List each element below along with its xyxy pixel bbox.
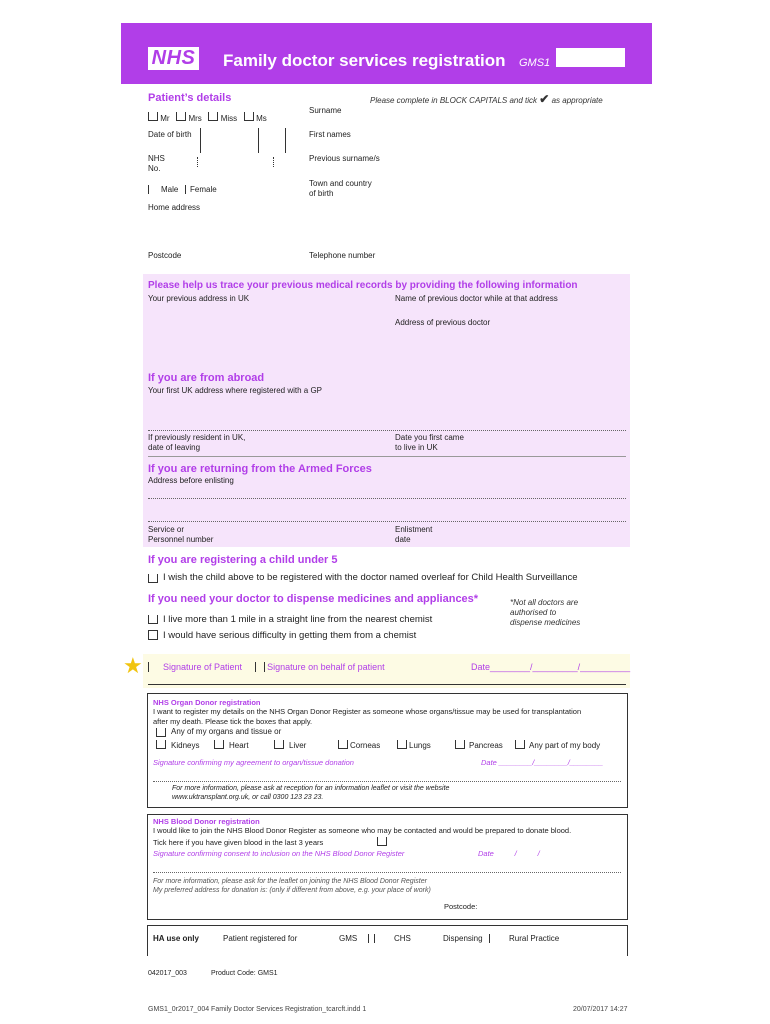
blood-line xyxy=(153,872,621,873)
blood-info-text: For more information, please ask for the leaflet on joining the NHS Blood Donor Register My preferred address for donation is: (only if different from above, e.g. your place of work) xyxy=(153,878,431,894)
previous-address-label: Your previous address in UK xyxy=(148,294,250,303)
service-number-label: Service or Personnel number xyxy=(148,525,214,544)
tick-icon: ✔ xyxy=(539,92,550,106)
nhs-number-label: NHS No. xyxy=(148,154,165,173)
signature-row xyxy=(148,661,385,673)
child-surveillance-label: I wish the child above to be registered with the doctor named overleaf for Child Health Surveillance xyxy=(163,572,578,583)
enlisting-address-line[interactable] xyxy=(148,498,626,499)
behalf-signature-field[interactable]: Signature on behalf of patient xyxy=(267,662,385,672)
block-capitals-instruction: Please complete in BLOCK CAPITALS and tick ✔ as appropriate xyxy=(370,92,603,106)
address-before-enlisting-label: Address before enlisting xyxy=(148,476,234,485)
enlisting-address-line[interactable] xyxy=(148,521,626,522)
abroad-heading: If you are from abroad xyxy=(148,372,265,384)
corneas-checkbox[interactable] xyxy=(338,740,348,749)
male-checkbox[interactable]: Male xyxy=(148,185,178,194)
nhs-number-field[interactable] xyxy=(197,157,274,167)
registered-for-label: Patient registered for xyxy=(223,934,298,943)
organ-date-field[interactable]: Date ________/________/________ xyxy=(481,758,604,767)
heart-checkbox[interactable] xyxy=(214,740,224,749)
difficulty-chemist-checkbox[interactable] xyxy=(148,630,158,640)
blood-date-field[interactable]: Date / / xyxy=(478,849,540,858)
footer-ref: 042017_003 xyxy=(148,970,187,977)
first-uk-address-label: Your first UK address where registered with a GP xyxy=(148,386,323,395)
given-blood-label: Tick here if you have given blood in the last 3 years xyxy=(153,838,324,847)
difficulty-chemist-label: I would have serious difficulty in getting them from a chemist xyxy=(163,630,417,641)
title-ms-checkbox[interactable] xyxy=(244,112,254,121)
liver-label: Liver xyxy=(289,741,307,750)
abroad-address-line[interactable] xyxy=(148,430,626,431)
date-of-leaving-label: If previously resident in UK, date of leaving xyxy=(148,433,246,452)
title-miss-checkbox[interactable] xyxy=(208,112,218,121)
previous-doctor-address-label: Address of previous doctor xyxy=(395,318,491,327)
signature-date-field[interactable]: Date________/_________/__________ xyxy=(471,662,631,672)
form-title: Family doctor services registration xyxy=(223,51,506,70)
child-heading: If you are registering a child under 5 xyxy=(148,554,338,566)
home-address-label: Home address xyxy=(148,203,201,212)
previous-surnames-label: Previous surname/s xyxy=(309,154,380,163)
child-surveillance-checkbox[interactable] xyxy=(148,574,158,583)
sex-options xyxy=(148,185,217,195)
footer-datetime: 20/07/2017 14:27 xyxy=(573,1006,628,1013)
footer-file-name: GMS1_0r2017_004 Family Doctor Services Registration_tcarcft.indd 1 xyxy=(148,1006,367,1013)
forces-heading: If you are returning from the Armed Forces xyxy=(148,463,372,475)
ha-use-label: HA use only xyxy=(153,934,199,943)
lungs-label: Lungs xyxy=(409,741,431,750)
blood-donor-text: I would like to join the NHS Blood Donor Register as someone who may be contacted and would be prepared to donate blood. xyxy=(153,826,572,835)
telephone-label: Telephone number xyxy=(309,251,376,260)
blood-signature-field[interactable]: Signature confirming consent to inclusion on the NHS Blood Donor Register xyxy=(153,849,405,858)
patient-details-heading: Patient’s details xyxy=(148,92,232,104)
title-options: Mr Mrs Miss Ms xyxy=(148,112,267,124)
divider xyxy=(148,456,626,457)
lungs-checkbox[interactable] xyxy=(397,740,407,749)
nhs-logo: NHS xyxy=(148,47,199,70)
organ-donor-text: I want to register my details on the NHS Organ Donor Register as someone whose organs/tissue may be used for transplantation after my death. Please tick the boxes that apply. xyxy=(153,707,582,726)
form-code: GMS1 xyxy=(519,57,551,69)
chs-option[interactable]: CHS xyxy=(394,934,411,943)
pancreas-label: Pancreas xyxy=(469,741,503,750)
liver-checkbox[interactable] xyxy=(274,740,284,749)
heart-label: Heart xyxy=(229,741,249,750)
surname-label: Surname xyxy=(309,106,342,115)
female-checkbox[interactable]: Female xyxy=(185,185,217,194)
organ-info-text: For more information, please ask at reception for an information leaflet or visit the website www.uktransplant.org.uk, or call 0300 123 23 23. xyxy=(172,785,450,801)
pancreas-checkbox[interactable] xyxy=(455,740,465,749)
organ-line xyxy=(153,781,621,782)
title-mr-checkbox[interactable] xyxy=(148,112,158,121)
mile-from-chemist-label: I live more than 1 mile in a straight line from the nearest chemist xyxy=(163,614,433,625)
mile-from-chemist-checkbox[interactable] xyxy=(148,615,158,624)
footer-product-code: Product Code: GMS1 xyxy=(211,970,278,977)
blood-donor-heading: NHS Blood Donor registration xyxy=(153,817,260,826)
any-part-checkbox[interactable] xyxy=(515,740,525,749)
any-organs-label: Any of my organs and tissue or xyxy=(171,727,282,736)
first-names-label: First names xyxy=(309,130,351,139)
town-country-birth-label: Town and country of birth xyxy=(309,179,372,198)
dispense-heading: If you need your doctor to dispense medicines and appliances* xyxy=(148,593,479,605)
enlistment-date-label: Enlistment date xyxy=(395,525,433,544)
date-came-label: Date you first came to live in UK xyxy=(395,433,464,452)
rural-practice-option[interactable]: Rural Practice xyxy=(509,934,560,943)
dob-divider xyxy=(200,128,201,153)
corneas-label: Corneas xyxy=(350,741,381,750)
postcode-label: Postcode xyxy=(148,251,182,260)
trace-heading: Please help us trace your previous medical records by providing the following information xyxy=(148,280,578,291)
patient-signature-field[interactable]: Signature of Patient xyxy=(148,662,242,672)
form-code-field[interactable] xyxy=(556,48,625,67)
kidneys-checkbox[interactable] xyxy=(156,740,166,749)
blood-postcode-label: Postcode: xyxy=(444,902,478,911)
any-part-label: Any part of my body xyxy=(529,741,601,750)
star-icon: ★ xyxy=(123,653,143,678)
dispensing-option[interactable]: Dispensing xyxy=(443,934,490,944)
dispense-footnote: *Not all doctors are authorised to dispense medicines xyxy=(510,598,581,627)
organ-donor-heading: NHS Organ Donor registration xyxy=(153,698,261,707)
signature-line xyxy=(148,684,626,685)
dob-divider xyxy=(258,128,259,153)
dob-label: Date of birth xyxy=(148,130,192,139)
records-trace-panel xyxy=(143,274,630,547)
gms-option[interactable]: GMS xyxy=(339,934,375,944)
any-organs-checkbox[interactable] xyxy=(156,728,166,737)
previous-doctor-label: Name of previous doctor while at that address xyxy=(395,294,558,303)
title-mrs-checkbox[interactable] xyxy=(176,112,186,121)
organ-signature-field[interactable]: Signature confirming my agreement to organ/tissue donation xyxy=(153,758,354,767)
dob-divider xyxy=(285,128,286,153)
kidneys-label: Kidneys xyxy=(171,741,200,750)
given-blood-checkbox[interactable] xyxy=(377,837,387,846)
